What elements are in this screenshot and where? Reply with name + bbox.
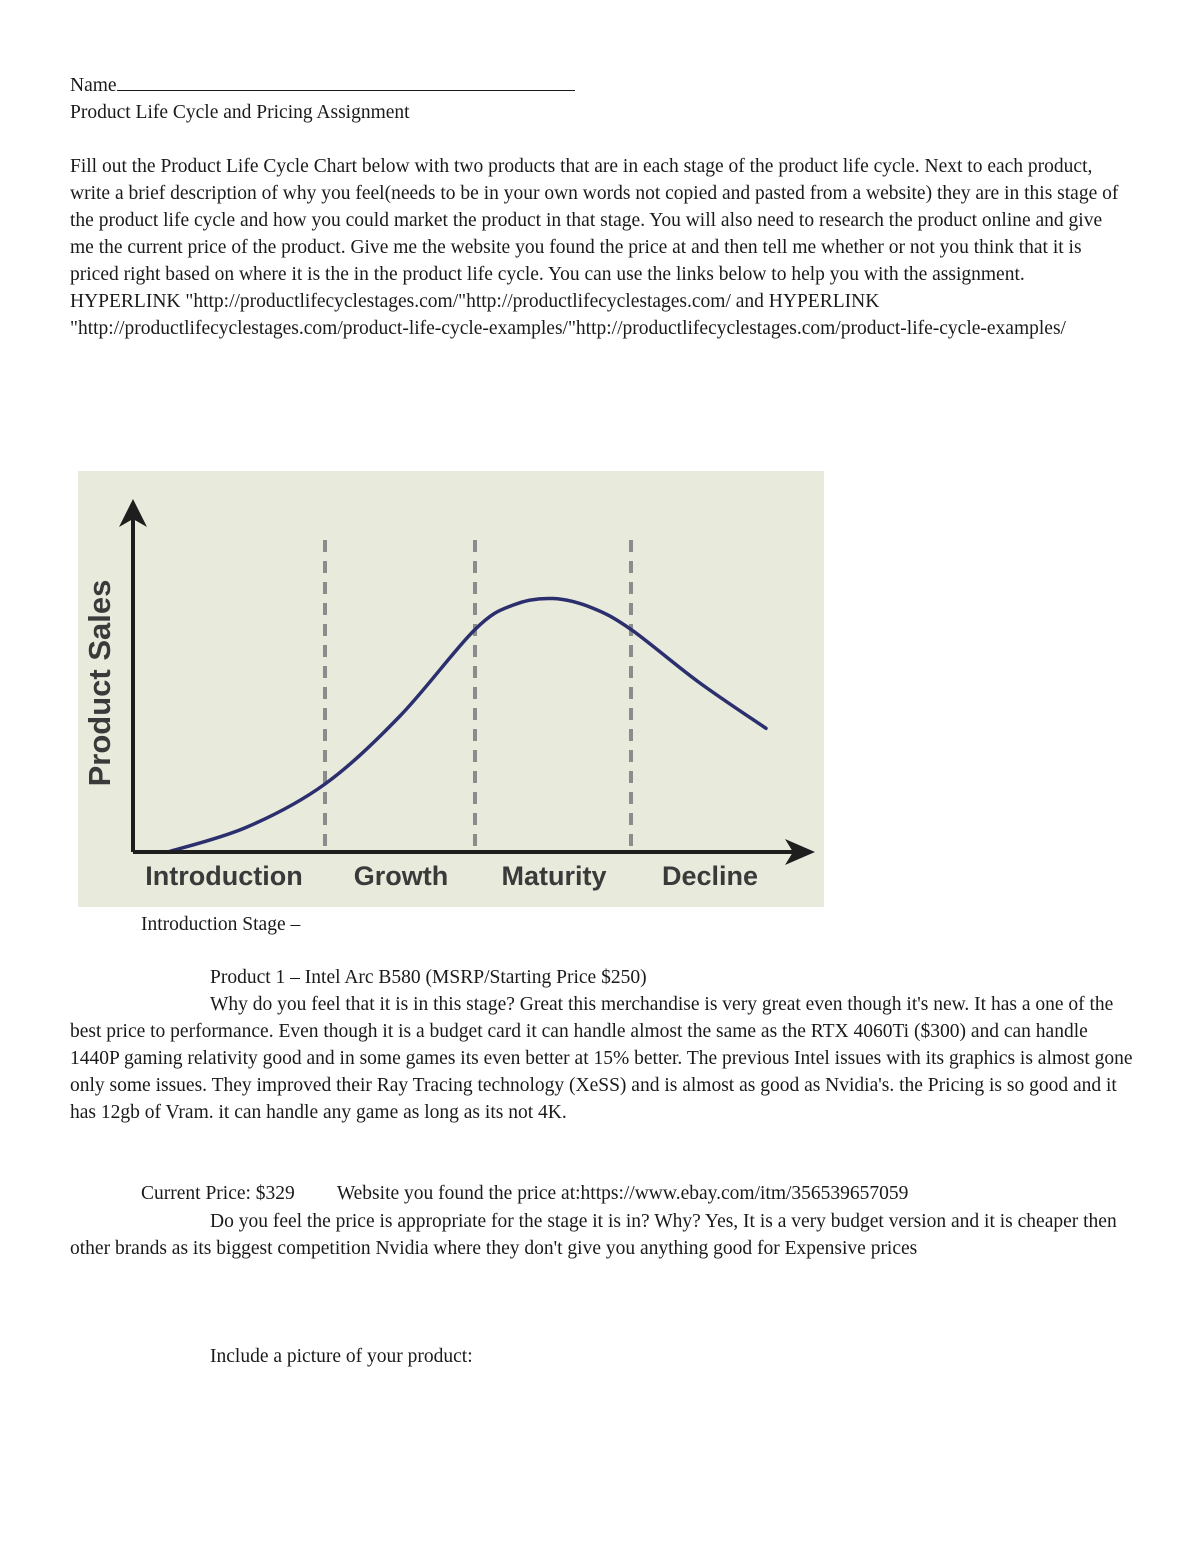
- price-website: Website you found the price at:https://www.ebay.com/itm/356539657059: [336, 1183, 909, 1204]
- chart-svg: [78, 471, 824, 907]
- appropriate-paragraph: [70, 1208, 1135, 1262]
- stage-label-introduction: Introduction: [145, 861, 303, 891]
- name-line: [70, 72, 1130, 99]
- why-question: Why do you feel that it is in this stage?: [210, 994, 515, 1015]
- product-life-cycle-chart: [78, 471, 824, 907]
- product-label: Product 1 – Intel Arc B580 (MSRP/Starting Price $250): [210, 967, 647, 988]
- instructions-paragraph: Fill out the Product Life Cycle Chart below with two products that are in each stage of the product life cycle. Next to each product, write a brief description of why you feel(needs to be in your own words not copied and pasted from a website) they are in this stage of the product life cycle and how you could market the product in that stage. You will also need to research the product online and give me the current price of the product. Give me the website you found the price at and then tell me whether or not you think that it is priced right based on where it is the in the product life cycle. You can use the links below to help you with the assignment. HYPERLINK "http://productlifecyclestages.com/"http://productlifecyclestages.com/ and HYPERLINK "http://productlifecyclestages.com/product-life-cycle-examples/"http://productlifecyclestages.com/product-life-cycle-examples/: [70, 156, 1119, 339]
- product-block: [70, 964, 1135, 1126]
- stage-dividers: [325, 540, 631, 850]
- product-label-line: [70, 964, 1135, 991]
- stage-label-maturity: Maturity: [501, 861, 607, 891]
- picture-prompt: Include a picture of your product:: [210, 1346, 473, 1367]
- current-price: Current Price: $329: [141, 1183, 295, 1204]
- why-paragraph: [70, 991, 1135, 1126]
- stage-label: Introduction Stage –: [141, 914, 301, 935]
- why-answer: Great this merchandise is very great even though it's new. It has a one of the best price to performance. Even though it is a budget card it can handle almost the same as the RTX 4060Ti ($300) and can handle 1440P gaming relativity good and in some games its even better at 15% better. The previous Intel issues with its graphics is almost gone only some issues. They improved their Ray Tracing technology (XeSS) and is almost as good as Nvidia's. the Pricing is so good and it has 12gb of Vram. it can handle any game as long as its not 4K.: [70, 994, 1133, 1123]
- stage-labels: [145, 861, 758, 891]
- name-blank: [117, 72, 575, 91]
- appropriate-answer: Yes, It is a very budget version and it is cheaper then other brands as its biggest competition Nvidia where they don't give you anything good for Expensive prices: [70, 1211, 1117, 1259]
- assignment-title: Product Life Cycle and Pricing Assignment: [70, 102, 410, 123]
- name-label: Name: [70, 75, 117, 96]
- sales-curve: [168, 598, 766, 852]
- y-axis-label: Product Sales: [82, 579, 117, 787]
- stage-label-decline: Decline: [661, 861, 759, 891]
- document-header: [70, 72, 1130, 342]
- stage-label-growth: Growth: [353, 861, 449, 891]
- appropriate-question: Do you feel the price is appropriate for the stage it is in? Why?: [210, 1211, 701, 1232]
- price-line: [141, 1180, 908, 1207]
